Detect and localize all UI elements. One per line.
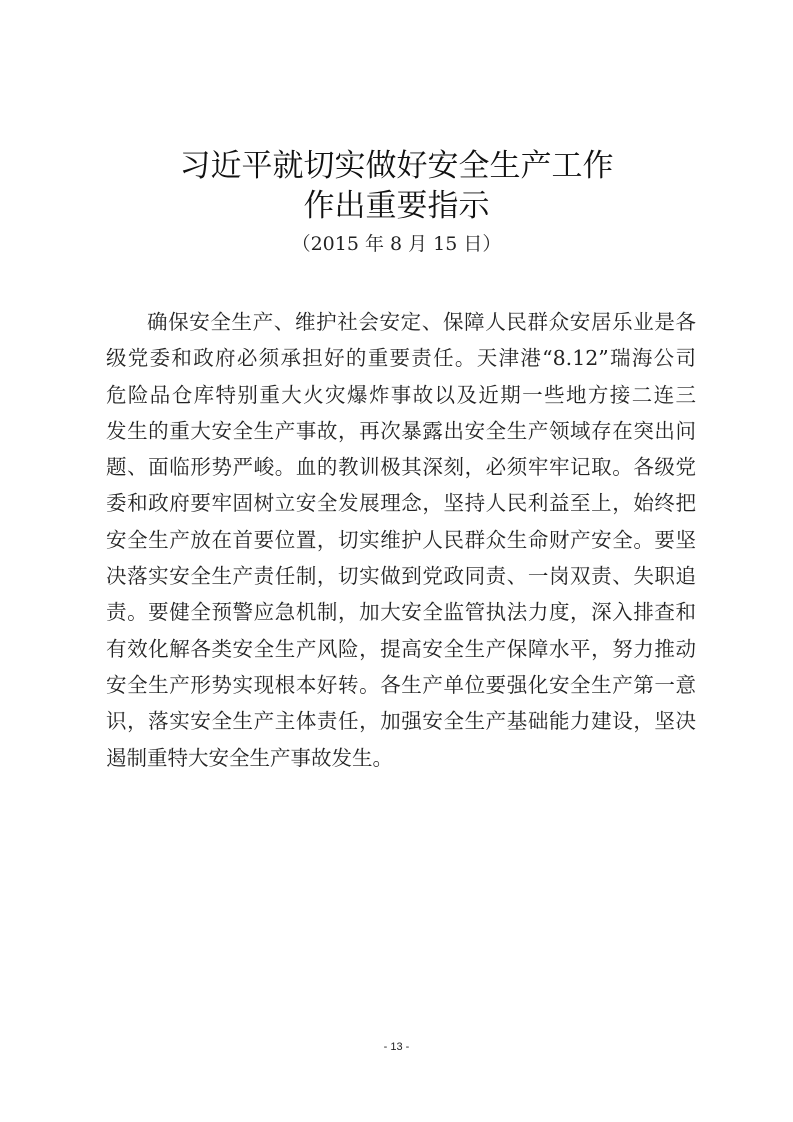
body-line: 遏制重特大安全生产事故发生。 xyxy=(106,745,393,770)
body-line: 决落实安全生产责任制，切实做到党政同责、一岗双责、失职追 xyxy=(106,564,696,589)
body-line: 识，落实安全生产主体责任，加强安全生产基础能力建设，坚决 xyxy=(106,709,696,734)
document-title-line-1: 习近平就切实做好安全生产工作 xyxy=(179,148,614,184)
document-body xyxy=(106,304,696,776)
body-line: 危险品仓库特别重大火灾爆炸事故以及近期一些地方接二连三 xyxy=(106,382,696,407)
body-line: 安全生产放在首要位置，切实维护人民群众生命财产安全。要坚 xyxy=(106,527,696,552)
body-line: 有效化解各类安全生产风险，提高安全生产保障水平，努力推动 xyxy=(106,636,696,661)
body-line: 责。要健全预警应急机制，加大安全监管执法力度，深入排查和 xyxy=(106,600,696,625)
body-line: 发生的重大安全生产事故，再次暴露出安全生产领域存在突出问 xyxy=(106,418,696,443)
body-line: 委和政府要牢固树立安全发展理念，坚持人民利益至上，始终把 xyxy=(106,491,696,516)
document-title-line-2: 作出重要指示 xyxy=(303,188,490,224)
body-line: 确保安全生产、维护社会安定、保障人民群众安居乐业是各 xyxy=(147,310,696,334)
document-date: （2015 年 8 月 15 日） xyxy=(291,233,502,255)
body-line: 安全生产形势实现根本好转。各生产单位要强化安全生产第一意 xyxy=(106,672,696,697)
body-line: 级党委和政府必须承担好的重要责任。天津港“8.12”瑞海公司 xyxy=(106,346,696,371)
body-line: 题、面临形势严峻。血的教训极其深刻，必须牢牢记取。各级党 xyxy=(106,455,696,480)
page-number: - 13 - xyxy=(383,1041,410,1053)
